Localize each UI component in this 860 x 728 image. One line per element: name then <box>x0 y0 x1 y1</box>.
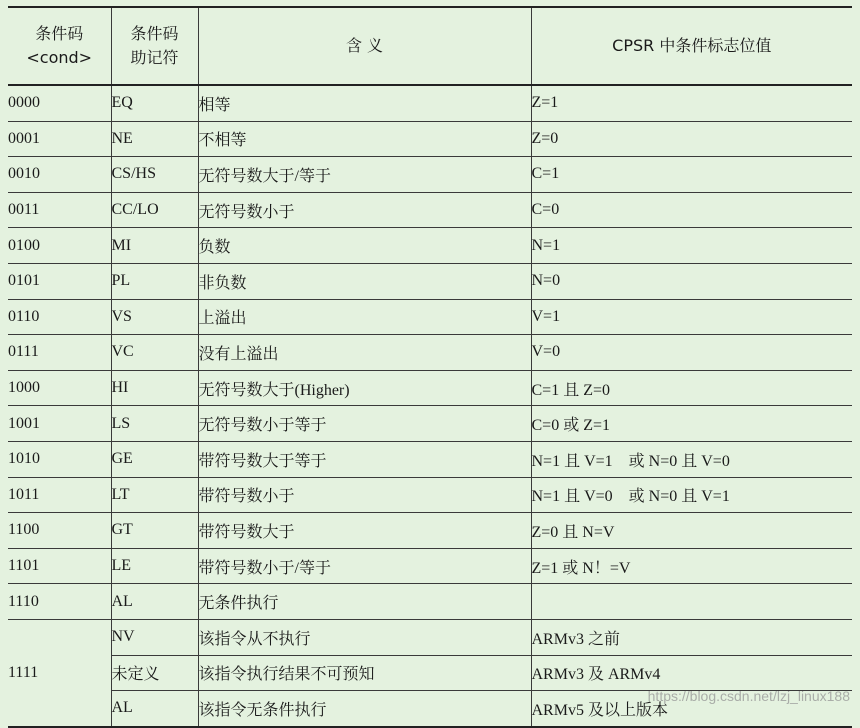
meaning-cell: 负数 <box>198 228 531 264</box>
table-row <box>8 406 852 442</box>
meaning-cell: 带符号数大于等于 <box>198 441 531 477</box>
header-mnemonic: 条件码 助记符 <box>111 7 198 85</box>
flags-cell: C=1 且 Z=0 <box>531 370 852 406</box>
flags-cell: V=0 <box>531 335 852 371</box>
mnemonic-cell: NV <box>111 619 198 655</box>
mnemonic-cell: PL <box>111 263 198 299</box>
watermark: https://blog.csdn.net/lzj_linux188 <box>647 688 850 704</box>
flags-cell: ARMv3 之前 <box>531 619 852 655</box>
mnemonic-cell: AL <box>111 691 198 727</box>
flags-cell: Z=1 或 N！=V <box>531 548 852 584</box>
mnemonic-cell: NE <box>111 121 198 157</box>
table-row <box>8 335 852 371</box>
mnemonic-cell: HI <box>111 370 198 406</box>
table-row <box>8 370 852 406</box>
condition-code-table <box>8 6 852 728</box>
meaning-cell: 带符号数小于/等于 <box>198 548 531 584</box>
flags-cell: N=1 <box>531 228 852 264</box>
mnemonic-cell: LS <box>111 406 198 442</box>
table-row <box>8 85 852 121</box>
cond-code-cell: 0100 <box>8 228 111 264</box>
meaning-cell: 该指令无条件执行 <box>198 691 531 727</box>
mnemonic-cell: VC <box>111 335 198 371</box>
mnemonic-cell: LT <box>111 477 198 513</box>
cond-code-cell: 1001 <box>8 406 111 442</box>
flags-cell: N=0 <box>531 263 852 299</box>
table-row <box>8 192 852 228</box>
cond-code-cell: 0000 <box>8 85 111 121</box>
flags-cell <box>531 584 852 620</box>
meaning-cell: 该指令执行结果不可预知 <box>198 655 531 691</box>
cond-code-cell: 0111 <box>8 335 111 371</box>
cond-code-cell: 0011 <box>8 192 111 228</box>
table-row <box>8 121 852 157</box>
cond-code-cell: 0101 <box>8 263 111 299</box>
mnemonic-cell: LE <box>111 548 198 584</box>
header-row <box>8 7 852 85</box>
cond-code-cell: 0010 <box>8 157 111 193</box>
table-row <box>8 548 852 584</box>
mnemonic-cell: AL <box>111 584 198 620</box>
table-row <box>8 513 852 549</box>
meaning-cell: 带符号数大于 <box>198 513 531 549</box>
table-row <box>8 619 852 655</box>
flags-cell: Z=1 <box>531 85 852 121</box>
table-body <box>8 85 852 727</box>
table-row <box>8 655 852 691</box>
meaning-cell: 无符号数大于(Higher) <box>198 370 531 406</box>
flags-cell: N=1 且 V=0 或 N=0 且 V=1 <box>531 477 852 513</box>
meaning-cell: 相等 <box>198 85 531 121</box>
cond-code-cell: 1100 <box>8 513 111 549</box>
header-cond-code: 条件码 <cond> <box>8 7 111 85</box>
flags-cell: Z=0 <box>531 121 852 157</box>
meaning-cell: 非负数 <box>198 263 531 299</box>
meaning-cell: 该指令从不执行 <box>198 619 531 655</box>
meaning-cell: 不相等 <box>198 121 531 157</box>
meaning-cell: 无符号数小于 <box>198 192 531 228</box>
cond-code-cell: 1011 <box>8 477 111 513</box>
table-row <box>8 691 852 727</box>
flags-cell: ARMv5 及以上版本 <box>531 691 852 727</box>
cond-code-cell: 0110 <box>8 299 111 335</box>
mnemonic-cell: MI <box>111 228 198 264</box>
mnemonic-cell: EQ <box>111 85 198 121</box>
table-row <box>8 584 852 620</box>
flags-cell: ARMv3 及 ARMv4 <box>531 655 852 691</box>
mnemonic-cell: VS <box>111 299 198 335</box>
meaning-cell: 上溢出 <box>198 299 531 335</box>
flags-cell: N=1 且 V=1 或 N=0 且 V=0 <box>531 441 852 477</box>
cond-code-cell: 1110 <box>8 584 111 620</box>
table-row <box>8 299 852 335</box>
table-row <box>8 477 852 513</box>
meaning-cell: 没有上溢出 <box>198 335 531 371</box>
table-row <box>8 157 852 193</box>
meaning-cell: 无符号数大于/等于 <box>198 157 531 193</box>
mnemonic-cell: GE <box>111 441 198 477</box>
meaning-cell: 无条件执行 <box>198 584 531 620</box>
cond-code-cell: 1101 <box>8 548 111 584</box>
cond-code-cell: 1010 <box>8 441 111 477</box>
mnemonic-cell: CC/LO <box>111 192 198 228</box>
flags-cell: Z=0 且 N=V <box>531 513 852 549</box>
flags-cell: C=0 或 Z=1 <box>531 406 852 442</box>
mnemonic-cell: 未定义 <box>111 655 198 691</box>
mnemonic-cell: CS/HS <box>111 157 198 193</box>
cond-code-cell: 1000 <box>8 370 111 406</box>
meaning-cell: 带符号数小于 <box>198 477 531 513</box>
flags-cell: V=1 <box>531 299 852 335</box>
mnemonic-cell: GT <box>111 513 198 549</box>
table-row <box>8 263 852 299</box>
meaning-cell: 无符号数小于等于 <box>198 406 531 442</box>
flags-cell: C=0 <box>531 192 852 228</box>
header-cpsr-flags: CPSR 中条件标志位值 <box>531 7 852 85</box>
table-row <box>8 228 852 264</box>
cond-code-cell: 1111 <box>8 619 111 726</box>
header-meaning: 含 义 <box>198 7 531 85</box>
cond-code-cell: 0001 <box>8 121 111 157</box>
table-row <box>8 441 852 477</box>
flags-cell: C=1 <box>531 157 852 193</box>
